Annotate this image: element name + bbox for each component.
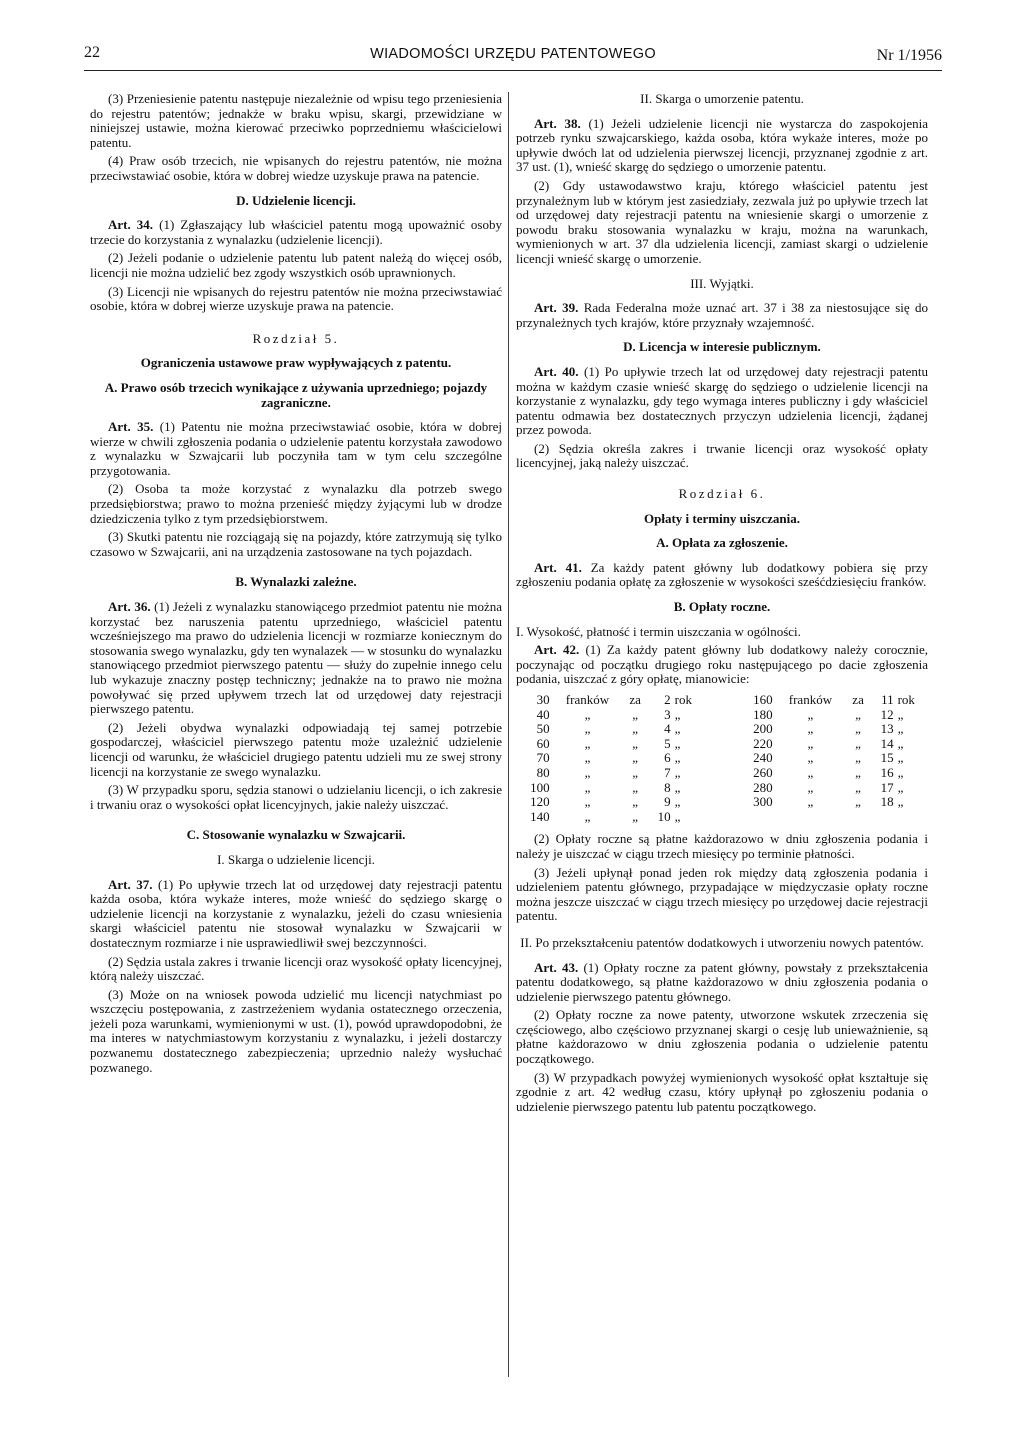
fee-amount: 60 (536, 735, 550, 751)
column-divider (508, 92, 509, 1377)
fee-for: „ (855, 735, 861, 751)
annual-fees-table (516, 693, 928, 824)
fee-currency: „ (584, 779, 591, 795)
fee-year: 13 (880, 721, 894, 737)
fee-year-word: „ (897, 721, 904, 737)
fee-currency: „ (584, 735, 591, 751)
fee-gap (705, 766, 739, 781)
fee-for: „ (855, 764, 861, 780)
fee-currency: „ (584, 750, 591, 766)
section-heading: A. Prawo osób trzecich wynikające z używania uprzedniego; pojazdy zagraniczne. (104, 379, 488, 410)
subsection-heading: I. Wysokość, płatność i termin uiszczania w ogólności. (516, 623, 801, 639)
page-number: 22 (84, 44, 100, 61)
fee-cell-empty (739, 810, 775, 825)
article-43-paragraph-1: Art. 43. (1) Opłaty roczne za patent główny, powstały z przekształcenia patentu dodatkowego, są płatne każdorazowo w dniu zgłoszenia podania o udzielenie pierwszego patentu głównego. (516, 959, 928, 1004)
fee-currency: „ (807, 721, 814, 737)
fee-row (516, 693, 928, 708)
article-label: Art. 35. (108, 419, 154, 435)
paragraph: (2) Sędzia określa zakres i trwanie licencji oraz wysokość opłaty licencyjnej, jaką należy uiszczać. (516, 440, 928, 471)
fee-year: 6 (664, 750, 671, 766)
fee-year: 8 (664, 779, 671, 795)
page-header (84, 44, 942, 71)
fee-year: 7 (664, 764, 671, 780)
fee-year-word: „ (674, 750, 681, 766)
fee-year: 14 (880, 735, 894, 751)
fee-currency: „ (807, 706, 814, 722)
fee-currency: „ (807, 735, 814, 751)
article-42-paragraph-1: Art. 42. (1) Za każdy patent główny lub dodatkowy należy corocznie, poczynając od początku drugiego roku następującego po dacie zgłoszenia podania, uiszczać z góry opłatę, mianowicie: (516, 642, 929, 687)
fee-amount: 40 (536, 706, 550, 722)
fee-amount: 160 (753, 692, 773, 707)
fee-amount: 120 (530, 794, 550, 810)
chapter-heading: Rozdział 5. (252, 330, 340, 346)
fee-year-word: „ (897, 764, 904, 780)
fee-for: „ (855, 721, 861, 737)
fee-for: „ (632, 721, 638, 737)
fee-for: „ (632, 779, 638, 795)
article-label: Art. 34. (108, 217, 154, 233)
issue-number: Nr 1/1956 (876, 47, 942, 64)
fee-year-word: „ (674, 735, 681, 751)
fee-year: 3 (664, 706, 671, 722)
paragraph: (2) Osoba ta może korzystać z wynalazku dla potrzeb swego przedsiębiorstwa; prawo to można przenieść między żyjącymi lub w drodze dziedziczenia tylko z tym przedsiębiorstwem. (90, 481, 502, 526)
fee-for: „ (632, 808, 638, 824)
fee-year-word: rok (674, 692, 692, 707)
fee-for: „ (855, 706, 861, 722)
paragraph: (2) Opłaty roczne za nowe patenty, utworzone wskutek zrzeczenia się częściowego, albo częściowo przyznanej skargi o cesję lub unieważnienie, są płatne każdorazowo w dniu zgłoszenia podania o udzielenie patentu początkowego. (516, 1007, 928, 1067)
fee-gap (705, 737, 739, 752)
fee-year-word: „ (897, 779, 904, 795)
fee-year-word: „ (897, 735, 904, 751)
fee-year: 18 (880, 794, 894, 810)
right-column (516, 92, 928, 1118)
paragraph: (3) Jeżeli upłynął ponad jeden rok między datą zgłoszenia podania i udzieleniem patentu głównego, przypadające w międzyczasie opłaty roczne można jeszcze uiszczać w ciągu trzech miesięcy po urzędowej dacie rejestracji patentu. (516, 864, 928, 924)
fee-year-word: „ (674, 706, 681, 722)
paragraph: (2) Gdy ustawodawstwo kraju, którego właściciel patentu jest przynależnym lub w którym jest zasiedziały, zezwala już po upływie trzech lat od urzędowej daty rejestracji patentu na wniesienie skargi o umorzenie z powodu braku stosowania wynalazku w kraju, można na warunkach, wymienionych w art. 37 dla udzielenia licencji, zamiast skargi o udzielenie licencji wnieść skargę o umorzenie. (516, 177, 928, 266)
fee-amount: 260 (753, 764, 773, 780)
fee-gap (705, 810, 739, 825)
article-label: Art. 38. (534, 115, 581, 131)
fee-for: „ (632, 764, 638, 780)
paragraph: (2) Sędzia ustala zakres i trwanie licencji oraz wysokość opłaty licencyjnej, którą należy uiszczać. (90, 953, 502, 984)
fee-gap (705, 781, 739, 796)
article-label: Art. 42. (534, 642, 580, 658)
subsection-heading: I. Skarga o udzielenie licencji. (217, 851, 375, 867)
fee-year-word: „ (897, 750, 904, 766)
subsection-heading: III. Wyjątki. (690, 275, 754, 291)
fee-currency: franków (565, 692, 610, 707)
fee-for: za (852, 692, 864, 707)
fee-year: 5 (664, 735, 671, 751)
fee-year: 16 (880, 764, 894, 780)
fee-year: 17 (880, 779, 894, 795)
fee-for: „ (632, 735, 638, 751)
fee-gap (705, 751, 739, 766)
paragraph: (3) Skutki patentu nie rozciągają się na pojazdy, które zatrzymują się tylko czasowo w Szwajcarii, ani na urządzenia zastosowane na tych pojazdach. (90, 529, 502, 559)
fee-currency: „ (584, 706, 591, 722)
fee-row (516, 781, 928, 796)
chapter-heading: Rozdział 6. (678, 486, 766, 502)
section-heading: C. Stosowanie wynalazku w Szwajcarii. (186, 827, 406, 843)
article-36-paragraph-1: Art. 36. (1) Jeżeli z wynalazku stanowiącego przedmiot patentu nie można korzystać bez naruszenia patentu uprzedniego, właściciel patentu wcześniejszego ma prawo do udzielenia licencji w rozmiarze koniecznym do stosowania swego wynalazku, gdy ten wynalazek — w stosunku do wynalazku stanowiącego przedmiot pierwszego patentu — służy do zupełnie innego celu lub wykazuje znaczny postęp techniczny; jednakże na to prawo nie można powoływać się przed upływem trzech lat od urzędowej daty rejestracji pierwszego patentu. (90, 599, 502, 717)
fee-for: „ (855, 794, 861, 810)
section-heading: D. Licencja w interesie publicznym. (623, 339, 821, 355)
left-column (90, 92, 502, 1079)
fee-currency: „ (584, 764, 591, 780)
article-38-paragraph-1: Art. 38. (1) Jeżeli udzielenie licencji nie wystarcza do zaspokojenia potrzeb rynku szwajcarskiego, każda osoba, która wykaże interes, może po upływie dwóch lat od udzielenia pierwszej licencji, przyznanej zgodnie z art. 37 ust. (1), wnieść skargę do sędziego o umorzenie patentu. (516, 115, 928, 175)
fee-year: 11 (881, 692, 894, 707)
fee-gap (705, 693, 739, 708)
fee-amount: 30 (536, 692, 550, 707)
fee-row (516, 810, 928, 825)
fee-year: 2 (664, 692, 671, 707)
chapter-title: Ograniczenia ustawowe praw wypływających z patentu. (140, 355, 452, 371)
fee-year-word: „ (674, 764, 681, 780)
fee-year: 4 (664, 721, 671, 737)
article-41: Art. 41. Za każdy patent główny lub dodatkowy pobiera się przy zgłoszeniu podania opłatę za zgłoszenie w wysokości sześćdziesięciu franków. (516, 559, 928, 590)
subsection-heading: II. Po przekształceniu patentów dodatkowych i utworzeniu nowych patentów. (520, 934, 924, 950)
article-34-paragraph-1: Art. 34. (1) Zgłaszający lub właściciel patentu mogą upoważnić osoby trzecie do korzystania z wynalazku (udzielenie licencji). (90, 217, 502, 247)
journal-title: WIADOMOŚCI URZĘDU PATENTOWEGO (370, 46, 656, 62)
fee-year-word: rok (897, 692, 915, 707)
article-37-paragraph-1: Art. 37. (1) Po upływie trzech lat od urzędowej daty rejestracji patentu każda osoba, która wykaże interes, może wnieść do sędziego skargę o udzielenie licencji na korzystanie z wynalazku, jeżeli do czasu wniesienia skargi właściciel patentu nie stosował wynalazku w Szwajcarii w dostatecznym rozmiarze i nie usprawiedliwił swej bezczynności. (90, 876, 502, 950)
paragraph: (3) Przeniesienie patentu następuje niezależnie od wpisu tego przeniesienia do rejestru patentów; jednakże w braku wpisu, skargi, przewidziane w niniejszej ustawie, można kierować przeciwko poprzedniemu właścicielowi patentu. (90, 91, 502, 150)
fee-amount: 140 (530, 808, 550, 824)
fee-year: 15 (880, 750, 894, 766)
fee-for: za (629, 692, 641, 707)
paragraph: (3) Może on na wniosek powoda udzielić mu licencji natychmiast po wszczęciu postępowania, z zastrzeżeniem wydania ostatecznego orzeczenia, jeżeli poza warunkami, wymienionymi w ust. (1), powód uprawdopodobni, że ma interes w natychmiastowym korzystaniu z wynalazku, i jeżeli dostarczy pozwanemu dostatecznego zabezpieczenia; uprzednio należy wysłuchać pozwanego. (90, 986, 502, 1075)
fee-amount: 180 (753, 706, 773, 722)
fee-year: 9 (664, 794, 671, 810)
fee-currency: franków (788, 692, 833, 707)
fee-row (516, 737, 928, 752)
section-heading: A. Opłata za zgłoszenie. (656, 535, 788, 551)
fee-year: 10 (657, 808, 671, 824)
fee-year: 12 (880, 706, 894, 722)
paragraph: (2) Jeżeli obydwa wynalazki odpowiadają tej samej potrzebie gospodarczej, właściciel pierwszego patentu może uzależnić udzielenie licencji od warunku, że właściciel drugiego patentu udzieli mu ze swej strony licencji na korzystanie ze swego wynalazku. (90, 719, 502, 779)
fee-cell-empty (896, 810, 928, 825)
fee-year-word: „ (674, 808, 681, 824)
fee-year-word: „ (674, 721, 681, 737)
article-label: Art. 41. (534, 559, 582, 575)
paragraph: (3) W przypadku sporu, sędzia stanowi o udzielaniu licencji, o ich zakresie i trwaniu oraz o wysokości opłat licencyjnych, jakie należy uiszczać. (90, 782, 502, 812)
chapter-title: Opłaty i terminy uiszczania. (644, 510, 800, 526)
article-label: Art. 37. (108, 876, 153, 892)
article-label: Art. 39. (534, 300, 579, 316)
fee-gap (705, 708, 739, 723)
fee-currency: „ (807, 779, 814, 795)
fee-currency: „ (584, 794, 591, 810)
fee-year-word: „ (674, 794, 681, 810)
fee-year-word: „ (674, 779, 681, 795)
fee-amount: 240 (753, 750, 773, 766)
fee-currency: „ (584, 721, 591, 737)
fee-amount: 220 (753, 735, 773, 751)
paragraph: (3) Licencji nie wpisanych do rejestru patentów nie można przeciwstawiać osobie, która w dobrej wierze uzyskuje prawa na patencie. (90, 283, 502, 314)
section-heading: B. Opłaty roczne. (673, 599, 771, 615)
fee-amount: 100 (530, 779, 550, 795)
paragraph: (4) Praw osób trzecich, nie wpisanych do rejestru patentów, nie można przeciwstawiać osobie, która w dobrej wiedze uzyskuje prawa na patencie. (90, 153, 502, 183)
paragraph: (2) Opłaty roczne są płatne każdorazowo w dniu zgłoszenia podania i należy je uiszczać w ciągu trzech miesięcy po terminie płatności. (516, 831, 928, 861)
fee-gap (705, 795, 739, 810)
fee-year-word: „ (897, 706, 904, 722)
fee-currency: „ (807, 764, 814, 780)
fee-gap (705, 722, 739, 737)
fee-row (516, 708, 928, 723)
article-35-paragraph-1: Art. 35. (1) Patentu nie można przeciwstawiać osobie, która w dobrej wierze w chwili zgłoszenia podania o udzielenie patentu korzystała zawodowo z wynalazku w Szwajcarii lub poczyniła tam w tym celu szczególne przygotowania. (90, 419, 502, 478)
article-label: Art. 43. (534, 959, 579, 975)
fee-amount: 200 (753, 721, 773, 737)
fee-for: „ (632, 706, 638, 722)
subsection-heading: II. Skarga o umorzenie patentu. (640, 91, 804, 106)
fee-row (516, 795, 928, 810)
section-heading: B. Wynalazki zależne. (235, 574, 357, 590)
fee-amount: 50 (536, 721, 550, 737)
fee-currency: „ (584, 808, 591, 824)
fee-for: „ (632, 794, 638, 810)
article-label: Art. 36. (108, 599, 151, 615)
fee-cell-empty (846, 810, 870, 825)
fee-amount: 70 (536, 750, 550, 766)
fee-for: „ (855, 779, 861, 795)
article-label: Art. 40. (534, 363, 579, 379)
fee-amount: 300 (753, 794, 773, 810)
paragraph: (3) W przypadkach powyżej wymienionych wysokość opłat kształtuje się zgodnie z art. 42 według czasu, który upłynął po zgłoszeniu podania o udzielenie pierwszego patentu lub patentu początkowego. (516, 1069, 928, 1114)
fee-row (516, 766, 928, 781)
fee-row (516, 751, 928, 766)
fee-for: „ (632, 750, 638, 766)
fee-row (516, 722, 928, 737)
fee-amount: 280 (753, 779, 773, 795)
paragraph: (2) Jeżeli podanie o udzielenie patentu lub patent należą do więcej osób, licencji nie można udzielić bez zgody wszystkich osób uprawnionych. (90, 250, 502, 280)
fee-amount: 80 (536, 764, 550, 780)
fee-year-word: „ (897, 794, 904, 810)
article-39: Art. 39. Rada Federalna może uznać art. 37 i 38 za niestosujące się do przynależnych tych krajów, które przyznały wzajemność. (516, 300, 929, 330)
fee-cell-empty (870, 810, 896, 825)
fee-currency: „ (807, 750, 814, 766)
fee-currency: „ (807, 794, 814, 810)
fee-cell-empty (775, 810, 847, 825)
fee-for: „ (855, 750, 861, 766)
section-heading: D. Udzielenie licencji. (236, 192, 356, 208)
article-40-paragraph-1: Art. 40. (1) Po upływie trzech lat od urzędowej daty rejestracji patentu można w każdym czasie wnieść skargę do sędziego o udzielenie licencji na korzystanie z wynalazku, gdy tego wymaga interes publiczny i gdy właściciel patentu odmawia bez dostatecznych przyczyn udzielenia licencji, żądanej przez powoda. (516, 363, 928, 438)
